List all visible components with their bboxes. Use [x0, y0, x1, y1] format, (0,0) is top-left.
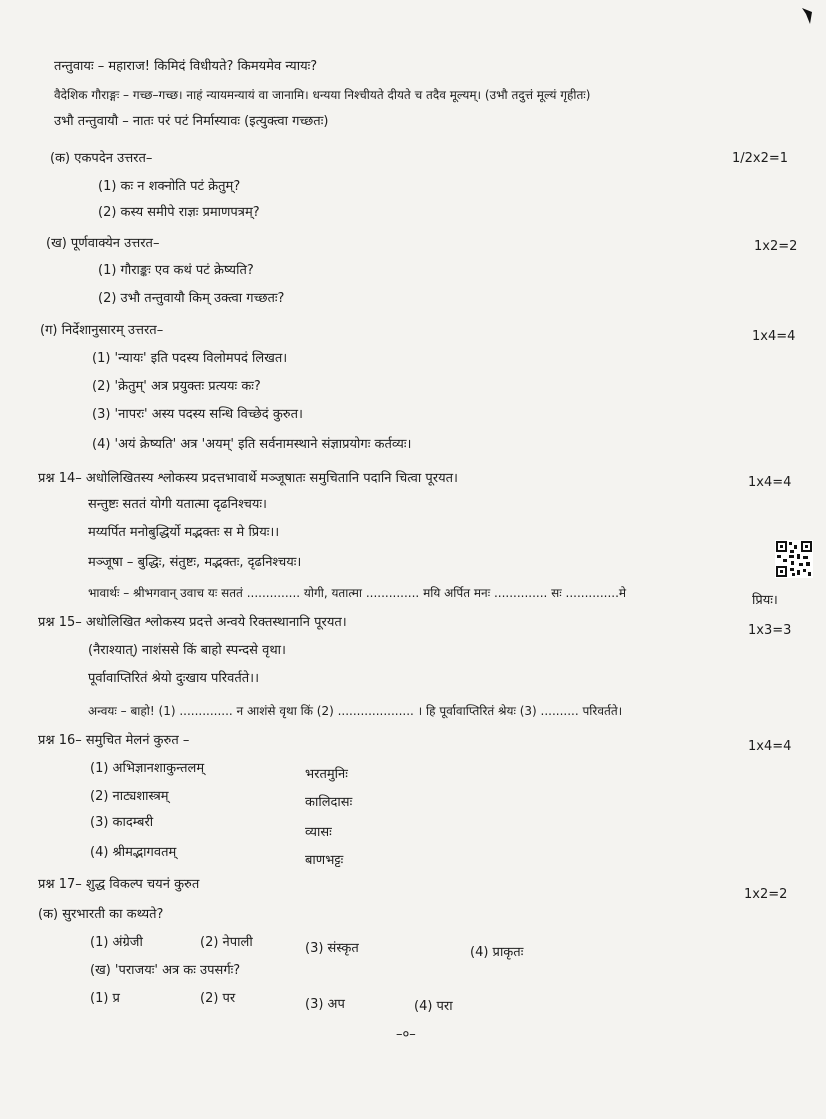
page-end-mark: –०– [396, 1027, 416, 1042]
marks-kha: 1x2=2 [754, 239, 798, 254]
marks-17: 1x2=2 [744, 887, 788, 902]
marks-ka: 1/2x2=1 [732, 151, 789, 166]
question-ga-1: (1) 'न्यायः' इति पदस्य विलोमपदं लिखत। [92, 351, 288, 366]
bhavarth-14-end: प्रियः। [752, 593, 778, 608]
option-17-kha-1: (1) प्र [90, 991, 120, 1006]
question-ka-1: (1) कः न शक्नोति पटं क्रेतुम्? [98, 179, 241, 194]
qr-code-icon [775, 540, 813, 578]
line-weaver-question: तन्तुवायः – महाराज! किमिदं विधीयते? किमयमेव न्यायः? [54, 59, 318, 74]
question-17-heading: प्रश्न 17– शुद्ध विकल्प चयनं कुरुत [38, 877, 200, 892]
question-ga-4: (4) 'अयं क्रेष्यति' अत्र 'अयम्' इति सर्वनामस्थाने संज्ञाप्रयोगः कर्तव्यः। [92, 437, 412, 452]
shloka-15-line1: (नैराश्यात्) नाशंससे किं बाहो स्पन्दसे वृथा। [88, 643, 286, 658]
match-right-4: बाणभट्टः [305, 853, 344, 868]
option-17-ka-1: (1) अंग्रेजी [90, 935, 143, 950]
match-right-1: भरतमुनिः [305, 767, 348, 782]
manjusha-14: मञ्जूषा – बुद्धिः, संतुष्टः, मद्भक्तः, दृढनिश्चयः। [88, 555, 302, 570]
marks-14: 1x4=4 [748, 475, 792, 490]
match-right-2: कालिदासः [305, 795, 353, 810]
question-15-heading: प्रश्न 15– अधोलिखित श्लोकस्य प्रदत्ते अन्वये रिक्तस्थानानि पूरयत। [38, 615, 347, 630]
match-right-3: व्यासः [305, 825, 332, 840]
marks-15: 1x3=3 [748, 623, 792, 638]
option-17-ka-4: (4) प्राकृतः [470, 945, 524, 960]
section-ka-heading: (क) एकपदेन उत्तरत– [50, 151, 153, 166]
shloka-15-line2: पूर्वावाप्तिरितं श्रेयो दुःखाय परिवर्तते।। [88, 671, 259, 686]
option-17-kha-3: (3) अप [305, 997, 345, 1012]
question-ka-2: (2) कस्य समीपे राज्ञः प्रमाणपत्रम्? [98, 205, 260, 220]
question-14-heading: प्रश्न 14– अधोलिखितस्य श्लोकस्य प्रदत्तभावार्थे मञ्जूषातः समुचितानि पदानि चित्वा पूरयत। [38, 471, 458, 486]
section-kha-heading: (ख) पूर्णवाक्येन उत्तरत– [46, 236, 160, 251]
option-17-kha-2: (2) पर [200, 991, 236, 1006]
question-kha-1: (1) गौराङ्कः एव कथं पटं क्रेष्यति? [98, 263, 254, 278]
shloka-14-line1: सन्तुष्टः सततं योगी यतात्मा दृढनिश्चयः। [88, 497, 267, 512]
match-left-1: (1) अभिज्ञानशाकुन्तलम् [90, 761, 205, 776]
match-left-3: (3) कादम्बरी [90, 815, 154, 830]
question-16-heading: प्रश्न 16– समुचित मेलनं कुरुत – [38, 733, 190, 748]
line-foreigner-reply: वैदेशिक गौराङ्गः – गच्छ–गच्छ। नाहं न्यायमन्यायं वा जानामि। धन्यया निश्चीयते दीयते च तदैव मूल्यम्। (उभौ तदुत्तं मूल्यं गृहीतः) [54, 88, 591, 102]
option-17-ka-3: (3) संस्कृत [305, 941, 359, 956]
section-ga-heading: (ग) निर्देशानुसारम् उत्तरत– [40, 323, 164, 338]
question-ga-2: (2) 'क्रेतुम्' अत्र प्रयुक्तः प्रत्ययः कः? [92, 379, 261, 394]
question-17-kha: (ख) 'पराजयः' अत्र कः उपसर्गः? [90, 963, 241, 978]
bhavarth-14: भावार्थः – श्रीभगवान् उवाच यः सततं .............. योगी, यतात्मा .............. मयि अर्पित मनः .............. सः ..............मे [88, 586, 627, 600]
option-17-ka-2: (2) नेपाली [200, 935, 253, 950]
marks-16: 1x4=4 [748, 739, 792, 754]
question-17-ka: (क) सुरभारती का कथ्यते? [38, 907, 164, 922]
question-kha-2: (2) उभौ तन्तुवायौ किम् उक्त्वा गच्छतः? [98, 291, 285, 306]
option-17-kha-4: (4) परा [414, 999, 453, 1014]
marks-ga: 1x4=4 [752, 329, 796, 344]
shloka-14-line2: मय्यर्पित मनोबुद्धिर्यो मद्भक्तः स मे प्रियः।। [88, 525, 280, 540]
match-left-4: (4) श्रीमद्भागवतम् [90, 845, 177, 860]
anvaya-15: अन्वयः – बाहो! (1) .............. न आशंसे वृथा किं (2) .................... । हि पूर्वावाप्तिरितं श्रेयः (3) .......... परिवर्तते। [88, 704, 623, 718]
line-weavers-exit: उभौ तन्तुवायौ – नातः परं पटं निर्मास्यावः (इत्युक्त्वा गच्छतः) [54, 114, 329, 129]
match-left-2: (2) नाट्यशास्त्रम् [90, 789, 169, 804]
question-ga-3: (3) 'नापरः' अस्य पदस्य सन्धि विच्छेदं कुरुत। [92, 407, 303, 422]
corner-fold-mark [800, 6, 814, 26]
